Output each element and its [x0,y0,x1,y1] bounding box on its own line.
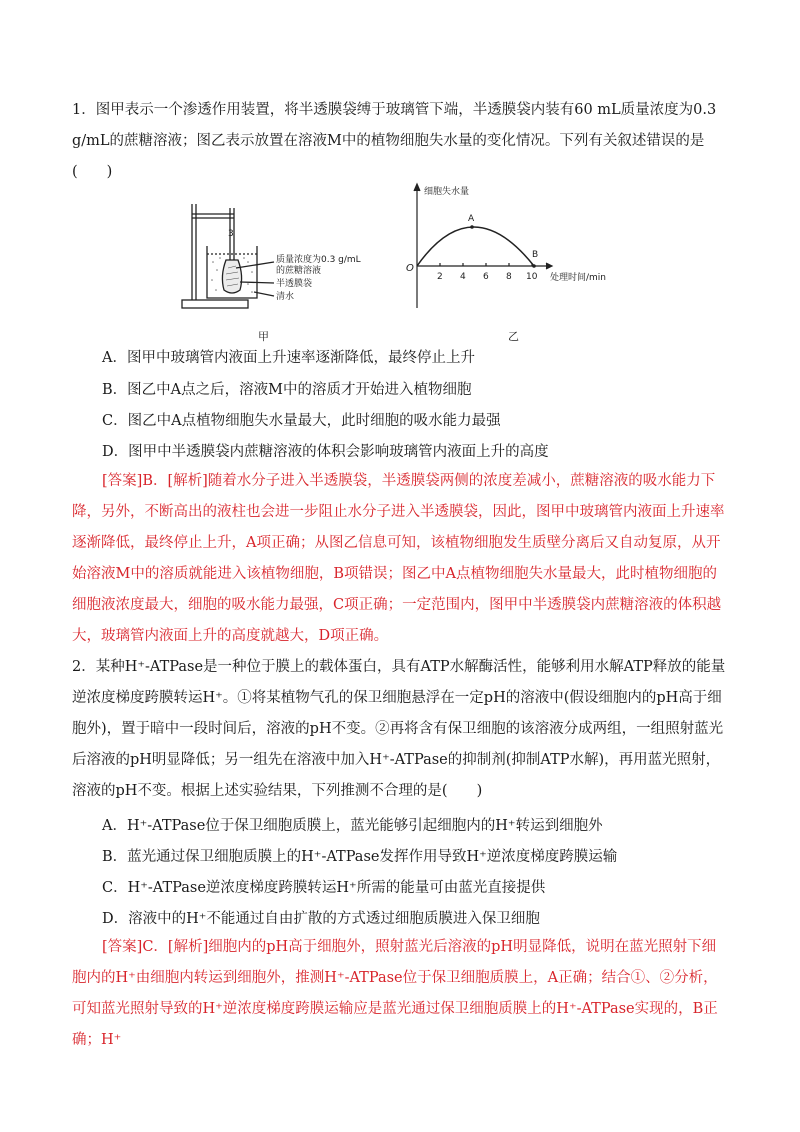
x-axis-label: 处理时间/min [550,273,607,283]
tick-label-10: 10 [526,272,538,282]
y-axis-arrow [414,184,420,191]
q2-option-c: C．H⁺-ATPase逆浓度梯度跨膜转运H⁺所需的能量可由蓝光直接提供 [102,880,546,896]
water-label: 清水 [276,292,295,302]
osmosis-apparatus-diagram [178,200,378,345]
q1-option-d: D．图甲中半透膜袋内蔗糖溶液的体积会影响玻璃管内液面上升的高度 [102,444,549,460]
question-2-stem: 2．某种H⁺-ATPase是一种位于膜上的载体蛋白，具有ATP水解酶活性，能够利用水解ATP释放的能量逆浓度梯度跨膜转运H⁺。①将某植物气孔的保卫细胞悬浮在一定pH的溶液中(假设细胞内的pH高于细胞外)，置于暗中一段时间后，溶液的pH不变。②再将含有保卫细胞的该溶液分成两组，一组照射蓝光后溶液的pH明显降低；另一组先在溶液中加入H⁺-ATPase的抑制剂(抑制ATP水解)，再用蓝光照射，溶液的pH不变。根据上述实验结果，下列推测不合理的是( ) [72,659,726,799]
q1-option-c: C．图乙中A点植物细胞失水量最大，此时细胞的吸水能力最强 [102,413,501,429]
x-axis-arrow [546,263,552,269]
q2-option-a: A．H⁺-ATPase位于保卫细胞质膜上，蓝光能够引起细胞内的H⁺转运到细胞外 [102,818,603,834]
q1-option-b: B．图乙中A点之后，溶液M中的溶质才开始进入植物细胞 [102,382,472,398]
membrane-bag-label: 半透膜袋 [276,279,313,289]
figure-jia-caption: 甲 [258,330,269,343]
sucrose-label-line2: 的蔗糖溶液 [276,266,322,276]
water-loss-curve-chart [400,180,640,345]
question-1-stem: 1．图甲表示一个渗透作用装置，将半透膜袋缚于玻璃管下端，半透膜袋内装有60 mL质量浓度为0.3 g/mL的蔗糖溶液；图乙表示放置在溶液M中的植物细胞失水量的变化情况。下列有关叙述错误的是( ) [72,102,717,180]
origin-label: O [406,263,414,274]
q1-answer: [答案]B．[解析]随着水分子进入半透膜袋，半透膜袋两侧的浓度差减小，蔗糖溶液的吸水能力下降，另外，不断高出的液柱也会进一步阻止水分子进入半透膜袋，因此，图甲中玻璃管内液面上升速率逐渐降低，最终停止上升，A项正确；从图乙信息可知，该植物细胞发生质壁分离后又自动复原，从开始溶液M中的溶质就能进入该植物细胞，B项错误；图乙中A点植物细胞失水量最大，此时植物细胞的细胞液浓度最大，细胞的吸水能力最强，C项正确；一定范围内，图甲中半透膜袋内蔗糖溶液的体积越大，玻璃管内液面上升的高度就越大，D项正确。 [72,473,725,644]
q2-option-d: D．溶液中的H⁺不能通过自由扩散的方式透过细胞质膜进入保卫细胞 [102,911,540,927]
tick-label-6: 6 [483,272,489,282]
tick-label-8: 8 [506,272,512,282]
figure-jia [178,200,378,345]
tick-label-4: 4 [460,272,466,282]
y-axis-label: 细胞失水量 [424,187,470,197]
point-a-marker [470,225,474,229]
figure-yi-caption: 乙 [508,330,519,343]
figure-yi [400,180,640,345]
point-b-marker [532,264,536,268]
tube-label: 3 [228,229,234,239]
point-b-label: B [532,250,539,260]
water-loss-curve [417,227,534,266]
q2-answer: [答案]C．[解析]细胞内的pH高于细胞外，照射蓝光后溶液的pH明显降低，说明在蓝光照射下细胞内的H⁺由细胞内转运到细胞外，推测H⁺-ATPase位于保卫细胞质膜上，A正确；结合①、②分析，可知蓝光照射导致的H⁺逆浓度梯度跨膜运输应是蓝光通过保卫细胞质膜上的H⁺-ATPase实现的，B正确；H⁺ [72,939,718,1048]
tick-label-2: 2 [437,272,443,282]
q2-option-b: B．蓝光通过保卫细胞质膜上的H⁺-ATPase发挥作用导致H⁺逆浓度梯度跨膜运输 [102,849,618,865]
q1-option-a: A．图甲中玻璃管内液面上升速率逐渐降低，最终停止上升 [102,350,475,366]
sucrose-label-line1: 质量浓度为0.3 g/mL [276,255,361,265]
point-a-label: A [468,214,475,224]
